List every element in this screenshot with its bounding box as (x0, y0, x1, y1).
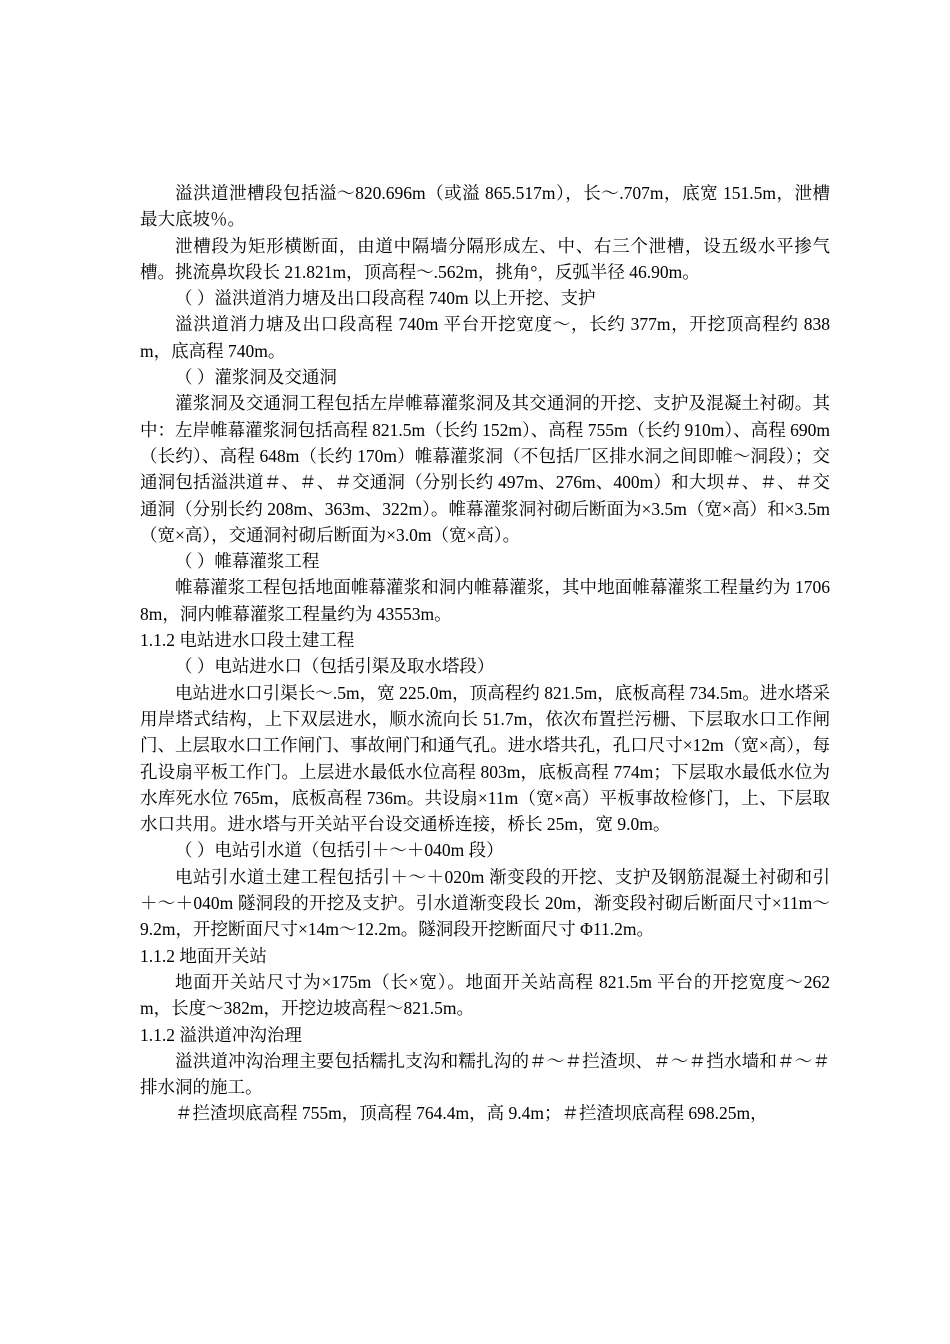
subheading-stilling-basin: （ ）溢洪道消力塘及出口段高程 740m 以上开挖、支护 (175, 288, 596, 309)
paragraph-grouting-tunnel: 灌浆洞及交通洞工程包括左岸帷幕灌浆洞及其交通洞的开挖、支护及混凝土衬砌。其中：左岸帷幕灌浆洞包括高程 821.5m（长约 152m）、高程 755m（长约 910m）、高程 690m（长约）、高程 648m（长约 170m）帷幕灌浆洞（不包括厂区排水洞之间即帷～洞段）；交通洞包括溢洪道＃、＃、＃交通洞（分别长约 497m、276m、400m）和大坝＃、＃、＃交通洞（分别长约 208m、363m、322m）。帷幕灌浆洞衬砌后断面为×3.5m（宽×高）和×3.5m（宽×高），交通洞衬砌后断面为×3.0m（宽×高）。 (140, 393, 830, 545)
paragraph-gully: 溢洪道冲沟治理主要包括糯扎支沟和糯扎沟的＃～＃拦渣坝、＃～＃挡水墙和＃～＃排水洞的施工。 (140, 1050, 830, 1098)
subheading-power-intake: （ ）电站进水口（包括引渠及取水塔段） (175, 656, 495, 677)
paragraph-switchyard: 地面开关站尺寸为×175m（长×宽）。地面开关站高程 821.5m 平台的开挖宽度～262m，长度～382m，开挖边坡高程～821.5m。 (140, 971, 830, 1019)
subheading-headrace: （ ）电站引水道（包括引＋～＋040m 段） (175, 840, 504, 861)
paragraph-chute-section: 泄槽段为矩形横断面，由道中隔墙分隔形成左、中、右三个泄槽，设五级水平掺气槽。挑流鼻坎段长 21.821m，顶高程～.562m，挑角°，反弧半径 46.90m。 (140, 235, 830, 282)
section-heading-switchyard: 1.1.2 地面开关站 (140, 945, 267, 966)
paragraph-stilling-basin: 溢洪道消力塘及出口段高程 740m 平台开挖宽度～，长约 377m，开挖顶高程约 838m，底高程 740m。 (140, 314, 830, 361)
subheading-grouting-tunnel: （ ）灌浆洞及交通洞 (175, 367, 337, 388)
section-heading-intake: 1.1.2 电站进水口段土建工程 (140, 630, 355, 651)
paragraph-curtain-grouting: 帷幕灌浆工程包括地面帷幕灌浆和洞内帷幕灌浆，其中地面帷幕灌浆工程量约为 17068m，洞内帷幕灌浆工程量约为 43553m。 (140, 577, 830, 624)
paragraph-debris-dam: ＃拦渣坝底高程 755m，顶高程 764.4m，高 9.4m；＃拦渣坝底高程 698.25m， (175, 1103, 768, 1124)
document-body (140, 180, 830, 1127)
paragraph-power-intake: 电站进水口引渠长～.5m，宽 225.0m，顶高程约 821.5m，底板高程 734.5m。进水塔采用岸塔式结构，上下双层进水，顺水流向长 51.7m，依次布置拦污栅、下层取水口工作闸门、上层取水口工作闸门、事故闸门和通气孔。进水塔共孔，孔口尺寸×12m（宽×高），每孔设扇平板工作门。上层进水最低水位高程 803m，底板高程 774m；下层取水最低水位为水库死水位 765m，底板高程 736m。共设扇×11m（宽×高）平板事故检修门，上、下层取水口共用。进水塔与开关站平台设交通桥连接，桥长 25m，宽 9.0m。 (140, 682, 830, 835)
section-heading-gully: 1.1.2 溢洪道冲沟治理 (140, 1024, 302, 1045)
paragraph-spillway-chute: 溢洪道泄槽段包括溢～820.696m（或溢 865.517m），长～.707m，底宽 151.5m，泄槽最大底坡％。 (140, 183, 830, 230)
paragraph-headrace: 电站引水道土建工程包括引＋～＋020m 渐变段的开挖、支护及钢筋混凝土衬砌和引＋～＋040m 隧洞段的开挖及支护。引水道渐变段长 20m，渐变段衬砌后断面尺寸×11m～9.2m，开挖断面尺寸×14m～12.2m。隧洞段开挖断面尺寸 Φ11.2m。 (140, 866, 830, 940)
subheading-curtain-grouting: （ ）帷幕灌浆工程 (175, 551, 320, 572)
